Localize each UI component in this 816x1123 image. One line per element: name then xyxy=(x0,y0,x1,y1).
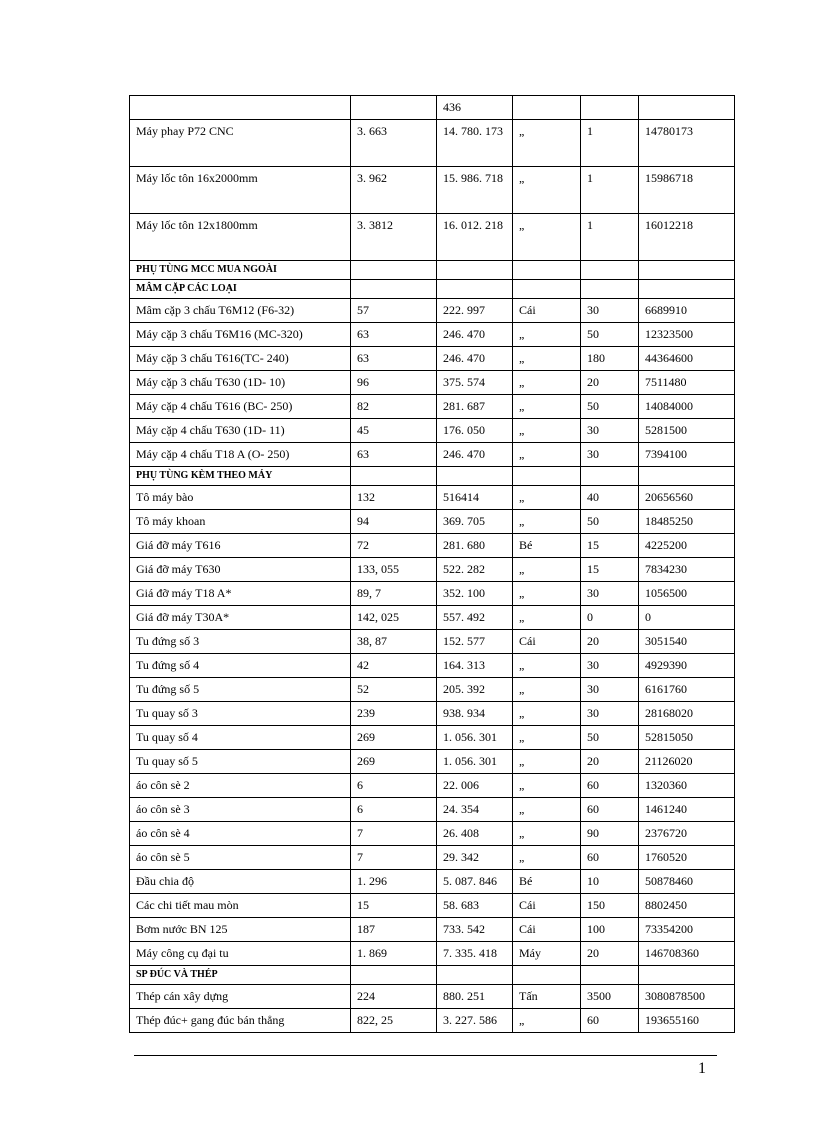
unit-price-cell: 522. 282 xyxy=(437,558,513,582)
item-name-cell: Tu đứng số 5 xyxy=(130,678,351,702)
count-cell: 30 xyxy=(581,582,639,606)
item-name-cell: Máy cặp 3 chấu T630 (1D- 10) xyxy=(130,371,351,395)
unit-price-cell: 58. 683 xyxy=(437,894,513,918)
section-header-row xyxy=(130,280,735,299)
total-cell: 21126020 xyxy=(639,750,735,774)
quantity-cell: 63 xyxy=(351,347,437,371)
unit-price-cell: 205. 392 xyxy=(437,678,513,702)
table-row xyxy=(130,846,735,870)
section-header-row xyxy=(130,261,735,280)
quantity-cell: 96 xyxy=(351,371,437,395)
unit-price-cell: 938. 934 xyxy=(437,702,513,726)
table-row xyxy=(130,654,735,678)
count-cell: 30 xyxy=(581,654,639,678)
quantity-cell: 38, 87 xyxy=(351,630,437,654)
table-row xyxy=(130,942,735,966)
quantity-cell: 822, 25 xyxy=(351,1009,437,1033)
total-cell: 4225200 xyxy=(639,534,735,558)
unit-cell: „ xyxy=(513,678,581,702)
item-name-cell: Thép đúc+ gang đúc bán thẳng xyxy=(130,1009,351,1033)
quantity-cell: 1. 869 xyxy=(351,942,437,966)
unit-price-cell: 152. 577 xyxy=(437,630,513,654)
table-row xyxy=(130,582,735,606)
table-row xyxy=(130,630,735,654)
item-name-cell: Thép cán xây dựng xyxy=(130,985,351,1009)
table-row xyxy=(130,894,735,918)
total-cell: 7394100 xyxy=(639,443,735,467)
total-cell: 5281500 xyxy=(639,419,735,443)
section-header-row xyxy=(130,966,735,985)
quantity-cell: 7 xyxy=(351,822,437,846)
unit-cell: „ xyxy=(513,395,581,419)
quantity-cell: 52 xyxy=(351,678,437,702)
unit-cell xyxy=(513,467,581,486)
unit-cell: „ xyxy=(513,347,581,371)
count-cell: 30 xyxy=(581,419,639,443)
item-name-cell: Máy cặp 3 chấu T6M16 (MC-320) xyxy=(130,323,351,347)
unit-price-cell xyxy=(437,280,513,299)
unit-cell: „ xyxy=(513,323,581,347)
count-cell: 60 xyxy=(581,798,639,822)
item-name-cell: SP ĐÚC VÀ THÉP xyxy=(130,966,351,985)
item-name-cell: Giá đỡ máy T616 xyxy=(130,534,351,558)
quantity-cell: 1. 296 xyxy=(351,870,437,894)
total-cell: 44364600 xyxy=(639,347,735,371)
item-name-cell: Tu quay số 3 xyxy=(130,702,351,726)
unit-cell: „ xyxy=(513,750,581,774)
unit-price-cell: 1. 056. 301 xyxy=(437,726,513,750)
unit-cell: Cái xyxy=(513,630,581,654)
count-cell: 1 xyxy=(581,214,639,261)
section-header-row xyxy=(130,467,735,486)
total-cell xyxy=(639,280,735,299)
quantity-cell: 63 xyxy=(351,443,437,467)
count-cell: 40 xyxy=(581,486,639,510)
count-cell: 15 xyxy=(581,558,639,582)
total-cell: 6689910 xyxy=(639,299,735,323)
total-cell: 3051540 xyxy=(639,630,735,654)
total-cell: 193655160 xyxy=(639,1009,735,1033)
unit-cell: „ xyxy=(513,582,581,606)
unit-cell xyxy=(513,96,581,120)
unit-price-cell: 246. 470 xyxy=(437,323,513,347)
total-cell: 73354200 xyxy=(639,918,735,942)
item-name-cell: Các chi tiết mau mòn xyxy=(130,894,351,918)
count-cell: 30 xyxy=(581,299,639,323)
unit-price-cell: 246. 470 xyxy=(437,443,513,467)
quantity-cell: 3. 962 xyxy=(351,167,437,214)
item-name-cell: PHỤ TÙNG KÈM THEO MÁY xyxy=(130,467,351,486)
quantity-cell: 6 xyxy=(351,774,437,798)
unit-price-cell: 7. 335. 418 xyxy=(437,942,513,966)
count-cell: 3500 xyxy=(581,985,639,1009)
unit-price-cell: 436 xyxy=(437,96,513,120)
count-cell: 20 xyxy=(581,371,639,395)
table-row xyxy=(130,96,735,120)
quantity-cell: 94 xyxy=(351,510,437,534)
count-cell: 10 xyxy=(581,870,639,894)
table-row xyxy=(130,726,735,750)
count-cell xyxy=(581,96,639,120)
table-row xyxy=(130,678,735,702)
count-cell: 0 xyxy=(581,606,639,630)
count-cell xyxy=(581,467,639,486)
quantity-cell xyxy=(351,280,437,299)
unit-cell: „ xyxy=(513,167,581,214)
unit-cell: „ xyxy=(513,120,581,167)
unit-cell: „ xyxy=(513,510,581,534)
total-cell: 7511480 xyxy=(639,371,735,395)
unit-cell: „ xyxy=(513,846,581,870)
quantity-cell: 132 xyxy=(351,486,437,510)
item-name-cell: MÂM CẶP CÁC LOẠI xyxy=(130,280,351,299)
count-cell: 150 xyxy=(581,894,639,918)
item-name-cell: Giá đỡ máy T18 A* xyxy=(130,582,351,606)
table-row xyxy=(130,534,735,558)
unit-price-cell: 26. 408 xyxy=(437,822,513,846)
unit-price-cell: 1. 056. 301 xyxy=(437,750,513,774)
quantity-cell xyxy=(351,966,437,985)
total-cell: 8802450 xyxy=(639,894,735,918)
item-name-cell: Tô máy khoan xyxy=(130,510,351,534)
item-name-cell: Đầu chia độ xyxy=(130,870,351,894)
total-cell: 14084000 xyxy=(639,395,735,419)
item-name-cell: áo côn sè 2 xyxy=(130,774,351,798)
item-name-cell: Máy cặp 4 chấu T18 A (O- 250) xyxy=(130,443,351,467)
table-row xyxy=(130,510,735,534)
count-cell: 50 xyxy=(581,510,639,534)
count-cell: 15 xyxy=(581,534,639,558)
unit-price-cell: 281. 687 xyxy=(437,395,513,419)
unit-cell: „ xyxy=(513,486,581,510)
count-cell xyxy=(581,966,639,985)
item-name-cell xyxy=(130,96,351,120)
quantity-cell: 63 xyxy=(351,323,437,347)
table-row xyxy=(130,419,735,443)
item-name-cell: Máy cặp 3 chấu T616(TC- 240) xyxy=(130,347,351,371)
quantity-cell: 45 xyxy=(351,419,437,443)
unit-price-cell: 3. 227. 586 xyxy=(437,1009,513,1033)
count-cell: 180 xyxy=(581,347,639,371)
total-cell: 28168020 xyxy=(639,702,735,726)
item-name-cell: Giá đỡ máy T30A* xyxy=(130,606,351,630)
quantity-cell: 187 xyxy=(351,918,437,942)
unit-cell: Tấn xyxy=(513,985,581,1009)
unit-price-cell: 14. 780. 173 xyxy=(437,120,513,167)
count-cell: 60 xyxy=(581,774,639,798)
unit-cell: Bé xyxy=(513,534,581,558)
unit-price-cell: 29. 342 xyxy=(437,846,513,870)
quantity-cell: 269 xyxy=(351,750,437,774)
count-cell: 30 xyxy=(581,678,639,702)
footer-divider xyxy=(134,1055,717,1056)
unit-cell: „ xyxy=(513,774,581,798)
unit-cell: Bé xyxy=(513,870,581,894)
item-name-cell: Mâm cặp 3 chấu T6M12 (F6-32) xyxy=(130,299,351,323)
quantity-cell: 269 xyxy=(351,726,437,750)
unit-price-cell: 369. 705 xyxy=(437,510,513,534)
item-name-cell: Giá đỡ máy T630 xyxy=(130,558,351,582)
quantity-cell: 3. 3812 xyxy=(351,214,437,261)
quantity-cell: 6 xyxy=(351,798,437,822)
count-cell: 1 xyxy=(581,167,639,214)
count-cell: 50 xyxy=(581,323,639,347)
unit-price-cell xyxy=(437,261,513,280)
item-name-cell: Máy phay P72 CNC xyxy=(130,120,351,167)
unit-cell xyxy=(513,261,581,280)
table-body xyxy=(130,96,735,1033)
unit-price-cell: 222. 997 xyxy=(437,299,513,323)
quantity-cell: 42 xyxy=(351,654,437,678)
table-row xyxy=(130,167,735,214)
unit-price-cell: 281. 680 xyxy=(437,534,513,558)
table-row xyxy=(130,702,735,726)
unit-cell: „ xyxy=(513,606,581,630)
item-name-cell: Bơm nước BN 125 xyxy=(130,918,351,942)
total-cell: 14780173 xyxy=(639,120,735,167)
unit-cell: „ xyxy=(513,443,581,467)
quantity-cell: 133, 055 xyxy=(351,558,437,582)
unit-cell: „ xyxy=(513,702,581,726)
table-row xyxy=(130,798,735,822)
unit-cell: Cái xyxy=(513,299,581,323)
item-name-cell: Máy lốc tôn 12x1800mm xyxy=(130,214,351,261)
table-row xyxy=(130,606,735,630)
count-cell: 60 xyxy=(581,846,639,870)
table-row xyxy=(130,299,735,323)
page-number: 1 xyxy=(698,1060,706,1077)
total-cell: 16012218 xyxy=(639,214,735,261)
total-cell: 52815050 xyxy=(639,726,735,750)
table-row xyxy=(130,214,735,261)
unit-price-cell: 5. 087. 846 xyxy=(437,870,513,894)
total-cell: 1461240 xyxy=(639,798,735,822)
table-row xyxy=(130,822,735,846)
count-cell: 90 xyxy=(581,822,639,846)
total-cell: 0 xyxy=(639,606,735,630)
total-cell: 3080878500 xyxy=(639,985,735,1009)
total-cell: 1056500 xyxy=(639,582,735,606)
table-row xyxy=(130,558,735,582)
item-name-cell: Máy công cụ đại tu xyxy=(130,942,351,966)
total-cell: 50878460 xyxy=(639,870,735,894)
count-cell: 60 xyxy=(581,1009,639,1033)
unit-cell: „ xyxy=(513,798,581,822)
table-row xyxy=(130,323,735,347)
count-cell: 30 xyxy=(581,443,639,467)
unit-price-cell: 516414 xyxy=(437,486,513,510)
table-row xyxy=(130,1009,735,1033)
table-row xyxy=(130,371,735,395)
unit-price-cell: 880. 251 xyxy=(437,985,513,1009)
unit-price-cell: 352. 100 xyxy=(437,582,513,606)
quantity-cell: 3. 663 xyxy=(351,120,437,167)
unit-cell xyxy=(513,966,581,985)
item-name-cell: PHỤ TÙNG MCC MUA NGOÀI xyxy=(130,261,351,280)
table-row xyxy=(130,918,735,942)
quantity-cell xyxy=(351,96,437,120)
unit-cell: „ xyxy=(513,214,581,261)
unit-price-cell: 557. 492 xyxy=(437,606,513,630)
table-row xyxy=(130,443,735,467)
count-cell: 50 xyxy=(581,395,639,419)
total-cell: 6161760 xyxy=(639,678,735,702)
table-row xyxy=(130,750,735,774)
total-cell: 146708360 xyxy=(639,942,735,966)
item-name-cell: Tô máy bào xyxy=(130,486,351,510)
table-row xyxy=(130,120,735,167)
item-name-cell: Tu quay số 4 xyxy=(130,726,351,750)
unit-cell: Cái xyxy=(513,894,581,918)
unit-price-cell xyxy=(437,966,513,985)
unit-cell: „ xyxy=(513,558,581,582)
item-name-cell: Máy cặp 4 chấu T630 (1D- 11) xyxy=(130,419,351,443)
item-name-cell: Tu đứng số 3 xyxy=(130,630,351,654)
quantity-cell: 15 xyxy=(351,894,437,918)
unit-cell: Máy xyxy=(513,942,581,966)
table-row xyxy=(130,486,735,510)
table-row xyxy=(130,985,735,1009)
unit-price-cell: 16. 012. 218 xyxy=(437,214,513,261)
unit-cell: „ xyxy=(513,419,581,443)
unit-cell xyxy=(513,280,581,299)
total-cell: 20656560 xyxy=(639,486,735,510)
total-cell xyxy=(639,261,735,280)
item-name-cell: Tu quay số 5 xyxy=(130,750,351,774)
unit-price-cell: 733. 542 xyxy=(437,918,513,942)
quantity-cell: 72 xyxy=(351,534,437,558)
table-row xyxy=(130,347,735,371)
quantity-cell: 224 xyxy=(351,985,437,1009)
total-cell: 12323500 xyxy=(639,323,735,347)
count-cell: 1 xyxy=(581,120,639,167)
unit-price-cell: 22. 006 xyxy=(437,774,513,798)
item-name-cell: Máy cặp 4 chấu T616 (BC- 250) xyxy=(130,395,351,419)
item-name-cell: áo côn sè 5 xyxy=(130,846,351,870)
count-cell: 30 xyxy=(581,702,639,726)
unit-price-cell: 15. 986. 718 xyxy=(437,167,513,214)
quantity-cell: 7 xyxy=(351,846,437,870)
item-name-cell: áo côn sè 4 xyxy=(130,822,351,846)
table-row xyxy=(130,395,735,419)
table-row xyxy=(130,870,735,894)
total-cell: 1320360 xyxy=(639,774,735,798)
quantity-cell xyxy=(351,467,437,486)
total-cell: 1760520 xyxy=(639,846,735,870)
count-cell: 20 xyxy=(581,942,639,966)
quantity-cell: 239 xyxy=(351,702,437,726)
unit-price-cell: 24. 354 xyxy=(437,798,513,822)
count-cell: 20 xyxy=(581,630,639,654)
unit-price-cell: 246. 470 xyxy=(437,347,513,371)
quantity-cell xyxy=(351,261,437,280)
unit-cell: Cái xyxy=(513,918,581,942)
total-cell: 15986718 xyxy=(639,167,735,214)
unit-cell: „ xyxy=(513,1009,581,1033)
total-cell: 18485250 xyxy=(639,510,735,534)
total-cell: 2376720 xyxy=(639,822,735,846)
quantity-cell: 57 xyxy=(351,299,437,323)
item-name-cell: Tu đứng số 4 xyxy=(130,654,351,678)
unit-cell: „ xyxy=(513,371,581,395)
item-name-cell: Máy lốc tôn 16x2000mm xyxy=(130,167,351,214)
unit-price-cell xyxy=(437,467,513,486)
unit-cell: „ xyxy=(513,654,581,678)
unit-price-cell: 375. 574 xyxy=(437,371,513,395)
unit-cell: „ xyxy=(513,726,581,750)
total-cell: 4929390 xyxy=(639,654,735,678)
item-name-cell: áo côn sè 3 xyxy=(130,798,351,822)
total-cell xyxy=(639,96,735,120)
quantity-cell: 142, 025 xyxy=(351,606,437,630)
table-row xyxy=(130,774,735,798)
total-cell xyxy=(639,467,735,486)
quantity-cell: 82 xyxy=(351,395,437,419)
unit-price-cell: 176. 050 xyxy=(437,419,513,443)
count-cell: 20 xyxy=(581,750,639,774)
unit-cell: „ xyxy=(513,822,581,846)
unit-price-cell: 164. 313 xyxy=(437,654,513,678)
total-cell xyxy=(639,966,735,985)
total-cell: 7834230 xyxy=(639,558,735,582)
count-cell: 100 xyxy=(581,918,639,942)
quantity-cell: 89, 7 xyxy=(351,582,437,606)
count-cell xyxy=(581,280,639,299)
count-cell: 50 xyxy=(581,726,639,750)
product-price-table xyxy=(129,95,735,1033)
count-cell xyxy=(581,261,639,280)
